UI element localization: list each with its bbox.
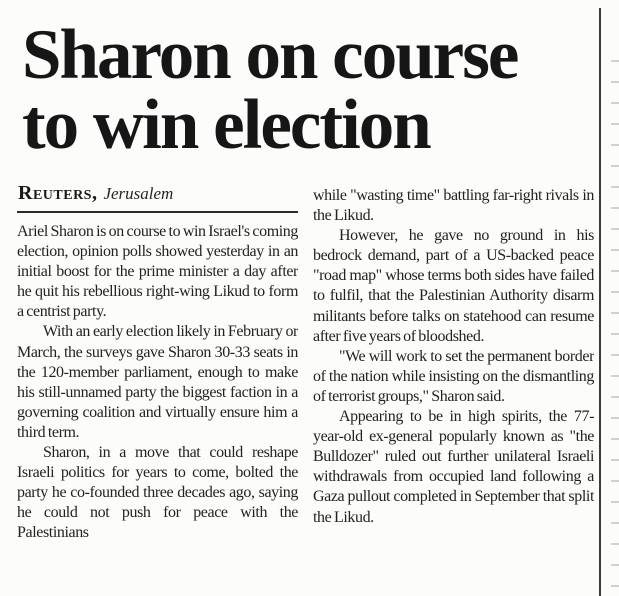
paragraph: Sharon, in a move that could reshape Israeli politics for years to come, bolted the party he co-founded three decades ago, saying he could not push for peace with the Palestinians [17, 444, 298, 542]
byline-rule [17, 211, 298, 213]
article-headline [22, 16, 518, 164]
paragraph: while "wasting time" battling far-right rivals in the Likud. [313, 187, 594, 225]
byline-agency: Reuters, [18, 182, 98, 204]
column-divider-rule [599, 8, 601, 596]
adjacent-column-remnant [611, 60, 619, 590]
headline-line-1: Sharon on course [22, 16, 518, 94]
byline-location: Jerusalem [103, 184, 174, 203]
article-column-right [313, 186, 594, 596]
paragraph: However, he gave no ground in his bedrock demand, part of a US-backed peace "road map" whose terms both sides have failed to fulfil, that the Palestinian Authority disarm militants before talks on statehood can resume after five years of bloodshed. [313, 227, 594, 345]
article-column-left [17, 222, 298, 596]
headline-line-2: to win election [22, 86, 430, 164]
paragraph: With an early election likely in February or March, the surveys gave Sharon 30-33 seats in the 120-member parliament, enough to make his still-unnamed party the biggest faction in a governing coalition and virtually ensure him a third term. [17, 323, 298, 441]
paragraph: Appearing to be in high spirits, the 77-year-old ex-general popularly known as "the Bulldozer" ruled out further unilateral Israeli withdrawals from occupied land following a Gaza pullout completed in September that split the Likud. [313, 408, 594, 526]
byline [18, 182, 173, 205]
paragraph: "We will work to set the permanent border of the nation while insisting on the dismantling of terrorist groups," Sharon said. [313, 347, 594, 405]
paragraph: Ariel Sharon is on course to win Israel's coming election, opinion polls showed yesterday in an initial boost for the prime minister a day after he quit his rebellious right-wing Likud to form a centrist party. [17, 223, 298, 321]
